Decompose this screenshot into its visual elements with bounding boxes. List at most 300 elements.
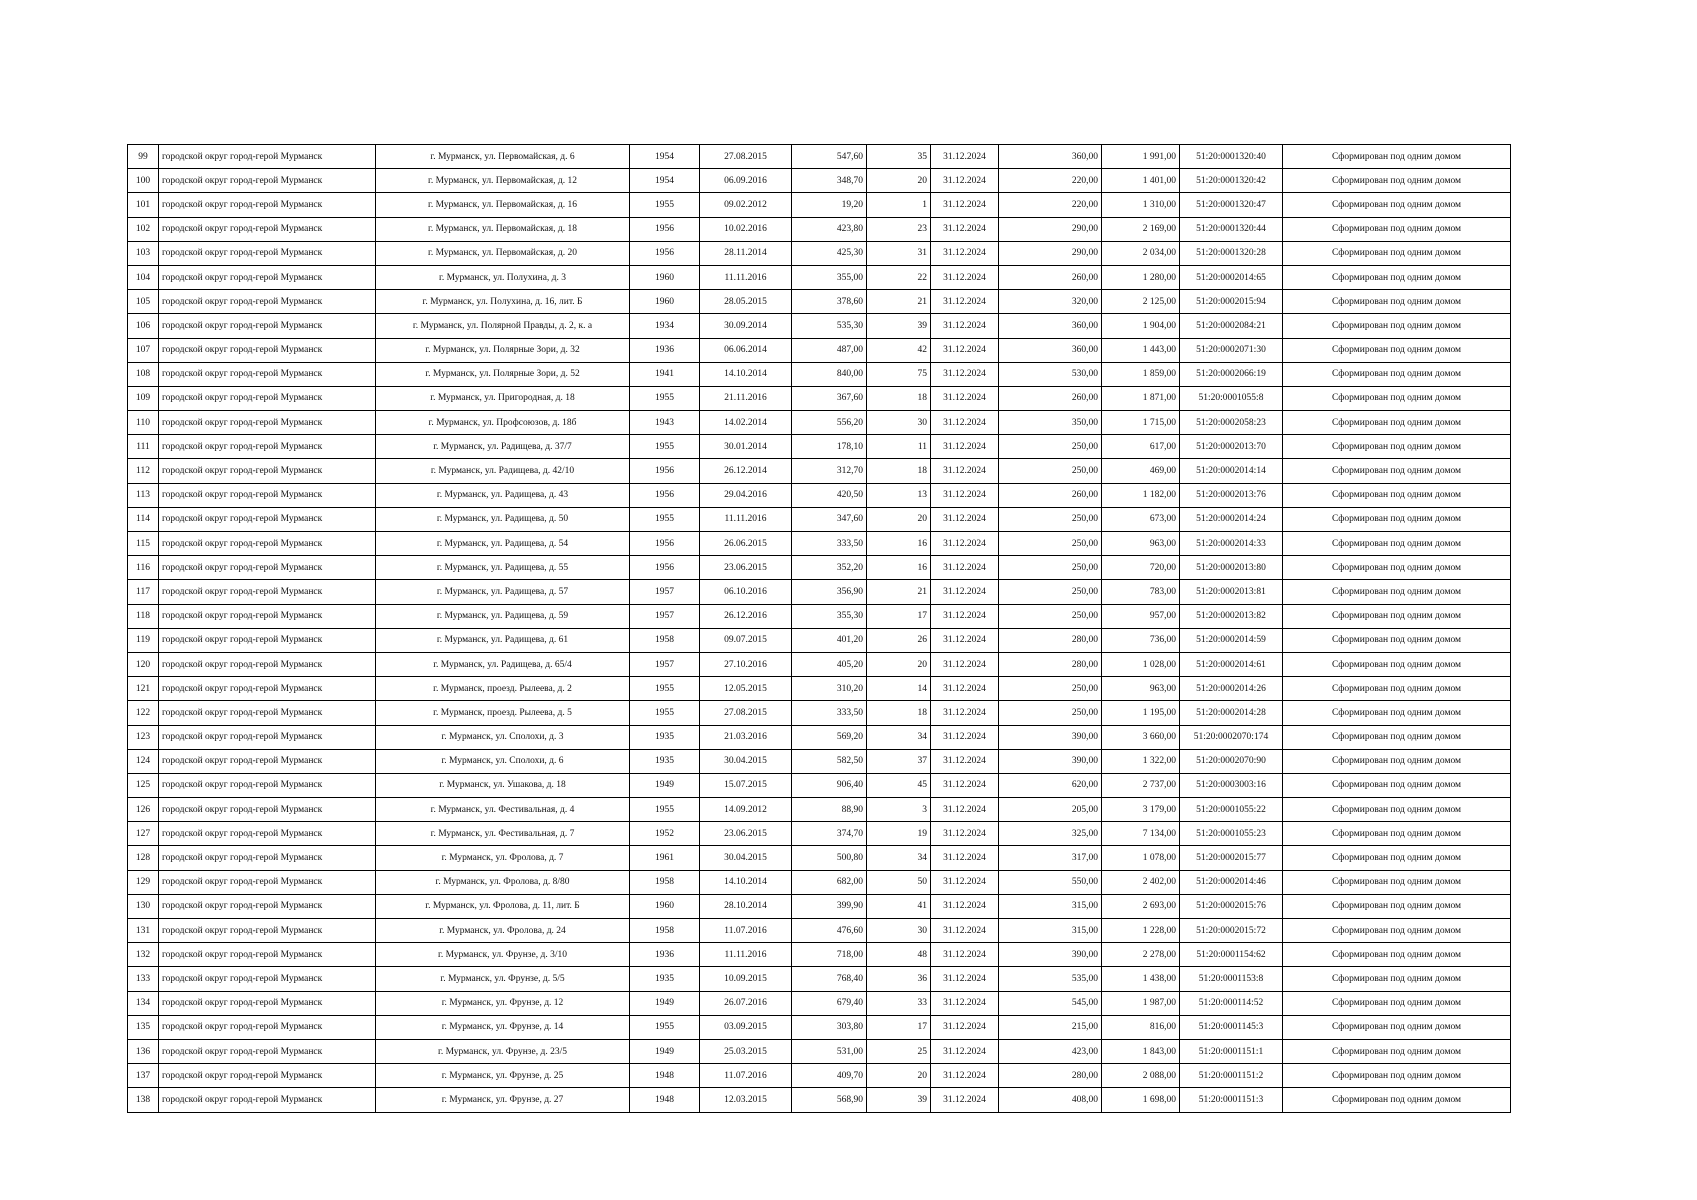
table-row (128, 411, 1511, 435)
year-built-cell: 1956 (630, 532, 700, 556)
land-area-cell: 260,00 (999, 265, 1102, 289)
status-cell: Сформирован под одним домом (1283, 846, 1511, 870)
cadastral-number-cell: 51:20:0001055:23 (1180, 822, 1283, 846)
year-built-cell: 1943 (630, 411, 700, 435)
area-cell: 547,60 (792, 145, 867, 169)
area-cell: 476,60 (792, 919, 867, 943)
table-row (128, 991, 1511, 1015)
cadastral-number-cell: 51:20:0003003:16 (1180, 773, 1283, 797)
date-cell: 06.09.2016 (700, 169, 792, 193)
residents-cell: 21 (867, 580, 931, 604)
deadline-cell: 31.12.2024 (931, 628, 999, 652)
area-cell: 568,90 (792, 1088, 867, 1112)
address-cell: г. Мурманск, ул. Пригородная, д. 18 (376, 386, 630, 410)
status-cell: Сформирован под одним домом (1283, 507, 1511, 531)
plot-area-cell: 1 698,00 (1102, 1088, 1180, 1112)
cadastral-number-cell: 51:20:0002014:59 (1180, 628, 1283, 652)
deadline-cell: 31.12.2024 (931, 1064, 999, 1088)
cadastral-number-cell: 51:20:0002070:90 (1180, 749, 1283, 773)
plot-area-cell: 1 401,00 (1102, 169, 1180, 193)
cadastral-number-cell: 51:20:0001151:1 (1180, 1039, 1283, 1063)
row-number: 138 (128, 1088, 159, 1112)
table-row (128, 1064, 1511, 1088)
date-cell: 30.04.2015 (700, 846, 792, 870)
year-built-cell: 1949 (630, 773, 700, 797)
row-number: 107 (128, 338, 159, 362)
land-area-cell: 260,00 (999, 386, 1102, 410)
cadastral-number-cell: 51:20:0001151:2 (1180, 1064, 1283, 1088)
area-cell: 333,50 (792, 532, 867, 556)
land-area-cell: 360,00 (999, 145, 1102, 169)
status-cell: Сформирован под одним домом (1283, 652, 1511, 676)
table-row (128, 1015, 1511, 1039)
area-cell: 409,70 (792, 1064, 867, 1088)
municipality-cell: городской округ город-герой Мурманск (159, 1088, 376, 1112)
table-row (128, 604, 1511, 628)
area-cell: 355,30 (792, 604, 867, 628)
municipality-cell: городской округ город-герой Мурманск (159, 919, 376, 943)
area-cell: 303,80 (792, 1015, 867, 1039)
plot-area-cell: 1 028,00 (1102, 652, 1180, 676)
row-number: 103 (128, 241, 159, 265)
table-row (128, 1088, 1511, 1112)
municipality-cell: городской округ город-герой Мурманск (159, 193, 376, 217)
address-cell: г. Мурманск, ул. Фролова, д. 11, лит. Б (376, 894, 630, 918)
table-row (128, 701, 1511, 725)
area-cell: 355,00 (792, 265, 867, 289)
deadline-cell: 31.12.2024 (931, 846, 999, 870)
row-number: 132 (128, 943, 159, 967)
table-row (128, 967, 1511, 991)
date-cell: 26.12.2016 (700, 604, 792, 628)
year-built-cell: 1955 (630, 435, 700, 459)
table-row (128, 628, 1511, 652)
area-cell: 401,20 (792, 628, 867, 652)
table-row (128, 1039, 1511, 1063)
table-row (128, 919, 1511, 943)
area-cell: 19,20 (792, 193, 867, 217)
residents-cell: 45 (867, 773, 931, 797)
row-number: 134 (128, 991, 159, 1015)
area-cell: 312,70 (792, 459, 867, 483)
residents-cell: 34 (867, 725, 931, 749)
row-number: 125 (128, 773, 159, 797)
row-number: 129 (128, 870, 159, 894)
date-cell: 28.05.2015 (700, 290, 792, 314)
area-cell: 500,80 (792, 846, 867, 870)
plot-area-cell: 673,00 (1102, 507, 1180, 531)
area-cell: 352,20 (792, 556, 867, 580)
area-cell: 556,20 (792, 411, 867, 435)
residents-cell: 39 (867, 314, 931, 338)
address-cell: г. Мурманск, ул. Фролова, д. 8/80 (376, 870, 630, 894)
residents-cell: 41 (867, 894, 931, 918)
municipality-cell: городской округ город-герой Мурманск (159, 725, 376, 749)
date-cell: 27.10.2016 (700, 652, 792, 676)
area-cell: 88,90 (792, 798, 867, 822)
status-cell: Сформирован под одним домом (1283, 556, 1511, 580)
residents-cell: 23 (867, 217, 931, 241)
municipality-cell: городской округ город-герой Мурманск (159, 217, 376, 241)
cadastral-number-cell: 51:20:0001153:8 (1180, 967, 1283, 991)
status-cell: Сформирован под одним домом (1283, 362, 1511, 386)
year-built-cell: 1955 (630, 677, 700, 701)
residents-cell: 3 (867, 798, 931, 822)
year-built-cell: 1957 (630, 652, 700, 676)
municipality-cell: городской округ город-герой Мурманск (159, 483, 376, 507)
year-built-cell: 1955 (630, 701, 700, 725)
row-number: 124 (128, 749, 159, 773)
plot-area-cell: 2 402,00 (1102, 870, 1180, 894)
residents-cell: 17 (867, 604, 931, 628)
municipality-cell: городской округ город-герой Мурманск (159, 507, 376, 531)
row-number: 127 (128, 822, 159, 846)
year-built-cell: 1949 (630, 1039, 700, 1063)
table-row (128, 265, 1511, 289)
address-cell: г. Мурманск, ул. Сполохи, д. 6 (376, 749, 630, 773)
plot-area-cell: 783,00 (1102, 580, 1180, 604)
deadline-cell: 31.12.2024 (931, 943, 999, 967)
plot-area-cell: 736,00 (1102, 628, 1180, 652)
table-row (128, 483, 1511, 507)
land-area-cell: 280,00 (999, 1064, 1102, 1088)
date-cell: 15.07.2015 (700, 773, 792, 797)
residents-cell: 37 (867, 749, 931, 773)
status-cell: Сформирован под одним домом (1283, 991, 1511, 1015)
row-number: 110 (128, 411, 159, 435)
municipality-cell: городской округ город-герой Мурманск (159, 773, 376, 797)
residents-cell: 48 (867, 943, 931, 967)
year-built-cell: 1948 (630, 1064, 700, 1088)
cadastral-number-cell: 51:20:0002070:174 (1180, 725, 1283, 749)
cadastral-number-cell: 51:20:0002013:82 (1180, 604, 1283, 628)
plot-area-cell: 1 904,00 (1102, 314, 1180, 338)
deadline-cell: 31.12.2024 (931, 556, 999, 580)
municipality-cell: городской округ город-герой Мурманск (159, 628, 376, 652)
date-cell: 11.11.2016 (700, 265, 792, 289)
address-cell: г. Мурманск, ул. Фрунзе, д. 14 (376, 1015, 630, 1039)
status-cell: Сформирован под одним домом (1283, 483, 1511, 507)
land-area-cell: 220,00 (999, 169, 1102, 193)
status-cell: Сформирован под одним домом (1283, 532, 1511, 556)
status-cell: Сформирован под одним домом (1283, 822, 1511, 846)
land-area-cell: 360,00 (999, 338, 1102, 362)
municipality-cell: городской округ город-герой Мурманск (159, 169, 376, 193)
plot-area-cell: 816,00 (1102, 1015, 1180, 1039)
deadline-cell: 31.12.2024 (931, 265, 999, 289)
year-built-cell: 1955 (630, 798, 700, 822)
row-number: 115 (128, 532, 159, 556)
date-cell: 23.06.2015 (700, 822, 792, 846)
address-cell: г. Мурманск, ул. Полярные Зори, д. 52 (376, 362, 630, 386)
area-cell: 423,80 (792, 217, 867, 241)
cadastral-number-cell: 51:20:0002015:77 (1180, 846, 1283, 870)
area-cell: 840,00 (792, 362, 867, 386)
status-cell: Сформирован под одним домом (1283, 919, 1511, 943)
status-cell: Сформирован под одним домом (1283, 411, 1511, 435)
land-area-cell: 545,00 (999, 991, 1102, 1015)
year-built-cell: 1960 (630, 894, 700, 918)
table-row (128, 459, 1511, 483)
table-row (128, 894, 1511, 918)
cadastral-number-cell: 51:20:0002014:65 (1180, 265, 1283, 289)
municipality-cell: городской округ город-герой Мурманск (159, 870, 376, 894)
deadline-cell: 31.12.2024 (931, 145, 999, 169)
address-cell: г. Мурманск, ул. Профсоюзов, д. 18б (376, 411, 630, 435)
land-area-cell: 535,00 (999, 967, 1102, 991)
table-row (128, 749, 1511, 773)
land-area-cell: 250,00 (999, 435, 1102, 459)
area-cell: 348,70 (792, 169, 867, 193)
cadastral-number-cell: 51:20:0001145:3 (1180, 1015, 1283, 1039)
date-cell: 03.09.2015 (700, 1015, 792, 1039)
deadline-cell: 31.12.2024 (931, 773, 999, 797)
land-area-cell: 550,00 (999, 870, 1102, 894)
municipality-cell: городской округ город-герой Мурманск (159, 701, 376, 725)
status-cell: Сформирован под одним домом (1283, 193, 1511, 217)
date-cell: 30.09.2014 (700, 314, 792, 338)
plot-area-cell: 1 843,00 (1102, 1039, 1180, 1063)
deadline-cell: 31.12.2024 (931, 241, 999, 265)
plot-area-cell: 1 438,00 (1102, 967, 1180, 991)
plot-area-cell: 2 278,00 (1102, 943, 1180, 967)
date-cell: 06.10.2016 (700, 580, 792, 604)
municipality-cell: городской округ город-герой Мурманск (159, 435, 376, 459)
land-area-cell: 620,00 (999, 773, 1102, 797)
cadastral-number-cell: 51:20:0001320:42 (1180, 169, 1283, 193)
deadline-cell: 31.12.2024 (931, 677, 999, 701)
residents-cell: 14 (867, 677, 931, 701)
deadline-cell: 31.12.2024 (931, 435, 999, 459)
status-cell: Сформирован под одним домом (1283, 1039, 1511, 1063)
plot-area-cell: 3 660,00 (1102, 725, 1180, 749)
date-cell: 26.06.2015 (700, 532, 792, 556)
status-cell: Сформирован под одним домом (1283, 459, 1511, 483)
municipality-cell: городской округ город-герой Мурманск (159, 459, 376, 483)
municipality-cell: городской округ город-герой Мурманск (159, 145, 376, 169)
area-cell: 425,30 (792, 241, 867, 265)
address-cell: г. Мурманск, ул. Полярные Зори, д. 32 (376, 338, 630, 362)
residents-cell: 1 (867, 193, 931, 217)
status-cell: Сформирован под одним домом (1283, 677, 1511, 701)
year-built-cell: 1956 (630, 483, 700, 507)
land-area-cell: 390,00 (999, 725, 1102, 749)
status-cell: Сформирован под одним домом (1283, 725, 1511, 749)
date-cell: 09.07.2015 (700, 628, 792, 652)
status-cell: Сформирован под одним домом (1283, 290, 1511, 314)
status-cell: Сформирован под одним домом (1283, 314, 1511, 338)
date-cell: 10.02.2016 (700, 217, 792, 241)
row-number: 106 (128, 314, 159, 338)
status-cell: Сформирован под одним домом (1283, 798, 1511, 822)
address-cell: г. Мурманск, ул. Сполохи, д. 3 (376, 725, 630, 749)
status-cell: Сформирован под одним домом (1283, 604, 1511, 628)
date-cell: 27.08.2015 (700, 145, 792, 169)
land-area-cell: 317,00 (999, 846, 1102, 870)
deadline-cell: 31.12.2024 (931, 652, 999, 676)
plot-area-cell: 1 078,00 (1102, 846, 1180, 870)
address-cell: г. Мурманск, ул. Радищева, д. 37/7 (376, 435, 630, 459)
plot-area-cell: 957,00 (1102, 604, 1180, 628)
address-cell: г. Мурманск, ул. Первомайская, д. 6 (376, 145, 630, 169)
land-area-cell: 250,00 (999, 459, 1102, 483)
address-cell: г. Мурманск, ул. Радищева, д. 42/10 (376, 459, 630, 483)
date-cell: 26.12.2014 (700, 459, 792, 483)
land-area-cell: 220,00 (999, 193, 1102, 217)
plot-area-cell: 1 991,00 (1102, 145, 1180, 169)
row-number: 102 (128, 217, 159, 241)
area-cell: 378,60 (792, 290, 867, 314)
deadline-cell: 31.12.2024 (931, 991, 999, 1015)
cadastral-number-cell: 51:20:000114:52 (1180, 991, 1283, 1015)
land-area-cell: 280,00 (999, 652, 1102, 676)
residents-cell: 35 (867, 145, 931, 169)
date-cell: 09.02.2012 (700, 193, 792, 217)
row-number: 104 (128, 265, 159, 289)
cadastral-number-cell: 51:20:0002071:30 (1180, 338, 1283, 362)
status-cell: Сформирован под одним домом (1283, 386, 1511, 410)
area-cell: 367,60 (792, 386, 867, 410)
municipality-cell: городской округ город-герой Мурманск (159, 338, 376, 362)
row-number: 131 (128, 919, 159, 943)
table-row (128, 241, 1511, 265)
land-area-cell: 350,00 (999, 411, 1102, 435)
residents-cell: 18 (867, 459, 931, 483)
table-row (128, 652, 1511, 676)
plot-area-cell: 3 179,00 (1102, 798, 1180, 822)
row-number: 99 (128, 145, 159, 169)
area-cell: 682,00 (792, 870, 867, 894)
residents-cell: 25 (867, 1039, 931, 1063)
land-area-cell: 360,00 (999, 314, 1102, 338)
table-row (128, 435, 1511, 459)
date-cell: 28.10.2014 (700, 894, 792, 918)
date-cell: 25.03.2015 (700, 1039, 792, 1063)
address-cell: г. Мурманск, проезд. Рылеева, д. 5 (376, 701, 630, 725)
address-cell: г. Мурманск, ул. Фрунзе, д. 25 (376, 1064, 630, 1088)
status-cell: Сформирован под одним домом (1283, 967, 1511, 991)
municipality-cell: городской округ город-герой Мурманск (159, 604, 376, 628)
plot-area-cell: 1 310,00 (1102, 193, 1180, 217)
address-cell: г. Мурманск, ул. Полярной Правды, д. 2, к. а (376, 314, 630, 338)
plot-area-cell: 720,00 (1102, 556, 1180, 580)
year-built-cell: 1954 (630, 145, 700, 169)
table-row (128, 290, 1511, 314)
year-built-cell: 1935 (630, 967, 700, 991)
address-cell: г. Мурманск, ул. Полухина, д. 16, лит. Б (376, 290, 630, 314)
status-cell: Сформирован под одним домом (1283, 773, 1511, 797)
row-number: 118 (128, 604, 159, 628)
date-cell: 06.06.2014 (700, 338, 792, 362)
cadastral-number-cell: 51:20:0002014:24 (1180, 507, 1283, 531)
municipality-cell: городской округ город-герой Мурманск (159, 822, 376, 846)
table-row (128, 798, 1511, 822)
row-number: 119 (128, 628, 159, 652)
year-built-cell: 1956 (630, 459, 700, 483)
address-cell: г. Мурманск, ул. Первомайская, д. 18 (376, 217, 630, 241)
address-cell: г. Мурманск, ул. Фрунзе, д. 12 (376, 991, 630, 1015)
deadline-cell: 31.12.2024 (931, 386, 999, 410)
address-cell: г. Мурманск, ул. Фрунзе, д. 27 (376, 1088, 630, 1112)
year-built-cell: 1936 (630, 338, 700, 362)
table-row (128, 169, 1511, 193)
residents-cell: 31 (867, 241, 931, 265)
year-built-cell: 1949 (630, 991, 700, 1015)
address-cell: г. Мурманск, ул. Радищева, д. 65/4 (376, 652, 630, 676)
plot-area-cell: 1 859,00 (1102, 362, 1180, 386)
year-built-cell: 1960 (630, 265, 700, 289)
status-cell: Сформирован под одним домом (1283, 435, 1511, 459)
municipality-cell: городской округ город-герой Мурманск (159, 290, 376, 314)
table-row (128, 507, 1511, 531)
deadline-cell: 31.12.2024 (931, 338, 999, 362)
municipality-cell: городской округ город-герой Мурманск (159, 677, 376, 701)
municipality-cell: городской округ город-герой Мурманск (159, 991, 376, 1015)
address-cell: г. Мурманск, ул. Радищева, д. 59 (376, 604, 630, 628)
date-cell: 30.01.2014 (700, 435, 792, 459)
residents-cell: 19 (867, 822, 931, 846)
table-row (128, 773, 1511, 797)
address-cell: г. Мурманск, ул. Радищева, д. 61 (376, 628, 630, 652)
cadastral-number-cell: 51:20:0002013:81 (1180, 580, 1283, 604)
residents-cell: 50 (867, 870, 931, 894)
status-cell: Сформирован под одним домом (1283, 701, 1511, 725)
area-cell: 310,20 (792, 677, 867, 701)
residents-cell: 17 (867, 1015, 931, 1039)
status-cell: Сформирован под одним домом (1283, 265, 1511, 289)
address-cell: г. Мурманск, ул. Радищева, д. 57 (376, 580, 630, 604)
row-number: 108 (128, 362, 159, 386)
row-number: 136 (128, 1039, 159, 1063)
municipality-cell: городской округ город-герой Мурманск (159, 314, 376, 338)
address-cell: г. Мурманск, ул. Первомайская, д. 20 (376, 241, 630, 265)
area-cell: 347,60 (792, 507, 867, 531)
area-cell: 356,90 (792, 580, 867, 604)
deadline-cell: 31.12.2024 (931, 217, 999, 241)
area-cell: 333,50 (792, 701, 867, 725)
land-area-cell: 260,00 (999, 483, 1102, 507)
cadastral-number-cell: 51:20:0002013:80 (1180, 556, 1283, 580)
residents-cell: 36 (867, 967, 931, 991)
land-area-cell: 250,00 (999, 507, 1102, 531)
municipality-cell: городской округ город-герой Мурманск (159, 749, 376, 773)
year-built-cell: 1935 (630, 749, 700, 773)
row-number: 101 (128, 193, 159, 217)
cadastral-number-cell: 51:20:0002013:76 (1180, 483, 1283, 507)
table-row (128, 943, 1511, 967)
address-cell: г. Мурманск, ул. Ушакова, д. 18 (376, 773, 630, 797)
area-cell: 679,40 (792, 991, 867, 1015)
deadline-cell: 31.12.2024 (931, 1015, 999, 1039)
year-built-cell: 1956 (630, 217, 700, 241)
year-built-cell: 1941 (630, 362, 700, 386)
land-area-cell: 215,00 (999, 1015, 1102, 1039)
table-row (128, 556, 1511, 580)
deadline-cell: 31.12.2024 (931, 314, 999, 338)
row-number: 117 (128, 580, 159, 604)
status-cell: Сформирован под одним домом (1283, 145, 1511, 169)
table-row (128, 338, 1511, 362)
land-area-cell: 315,00 (999, 894, 1102, 918)
land-area-cell: 390,00 (999, 749, 1102, 773)
cadastral-number-cell: 51:20:0002066:19 (1180, 362, 1283, 386)
date-cell: 11.07.2016 (700, 919, 792, 943)
deadline-cell: 31.12.2024 (931, 459, 999, 483)
residents-cell: 13 (867, 483, 931, 507)
status-cell: Сформирован под одним домом (1283, 894, 1511, 918)
table-row (128, 846, 1511, 870)
deadline-cell: 31.12.2024 (931, 483, 999, 507)
